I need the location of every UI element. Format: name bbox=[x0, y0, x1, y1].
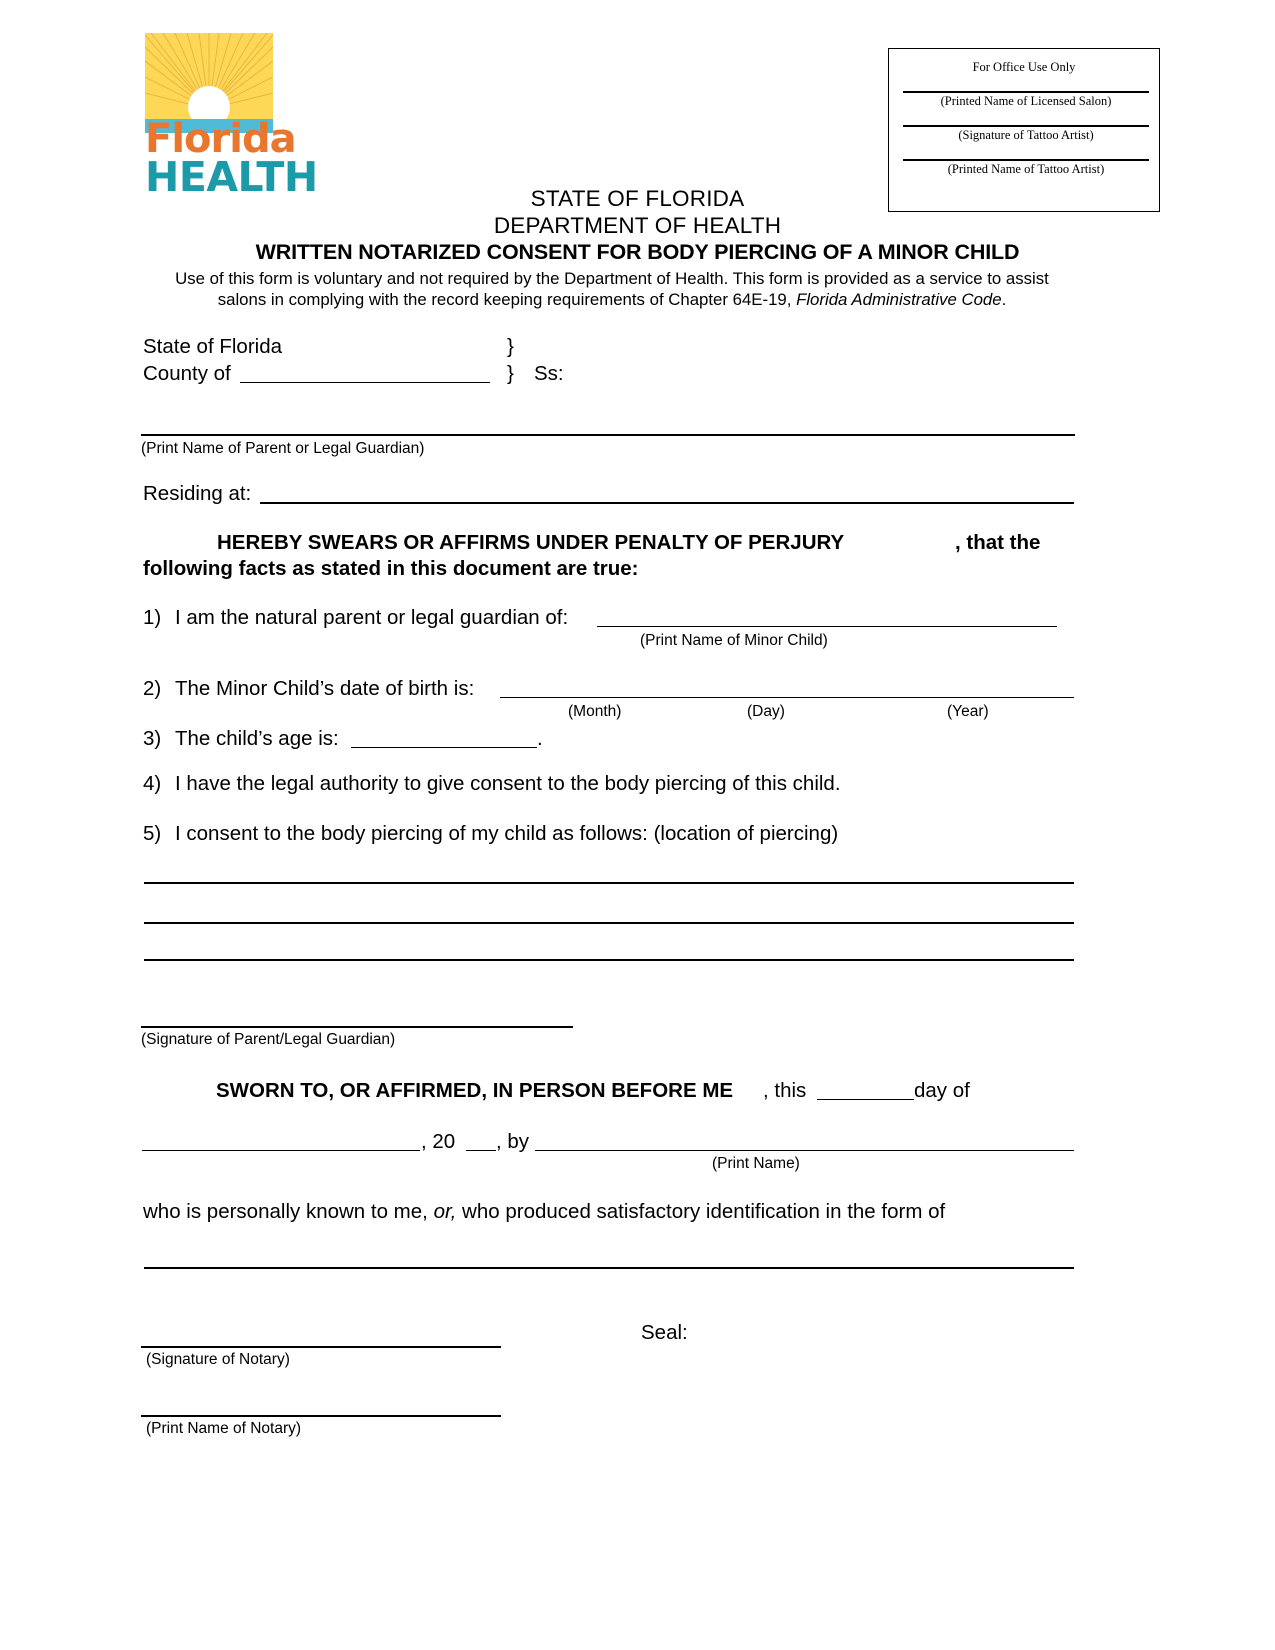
intro-text-part1: Use of this form is voluntary and not required by the Department of Health. This form is provided as a service to assist salons in complying with the record keeping requirements of Chapter 64E-19, bbox=[175, 269, 1049, 309]
state-of-florida-label: State of Florida bbox=[143, 335, 283, 358]
item-5-number: 5) bbox=[143, 822, 162, 845]
sworn-year-input-line[interactable] bbox=[466, 1150, 496, 1151]
page-title: WRITTEN NOTARIZED CONSENT FOR BODY PIERCING OF A MINOR CHILD bbox=[255, 240, 1020, 264]
parent-name-input-line[interactable] bbox=[141, 434, 1075, 436]
item-2-text: The Minor Child’s date of birth is: bbox=[175, 677, 475, 700]
sworn-day-of-label: day of bbox=[914, 1079, 970, 1102]
item-3-trailing-period: . bbox=[537, 727, 543, 750]
salon-name-caption: (Printed Name of Licensed Salon) bbox=[940, 94, 1112, 108]
venue-brace-top: } bbox=[507, 335, 514, 358]
logo-word-florida: Florida bbox=[145, 116, 296, 162]
notary-print-name-caption: (Print Name of Notary) bbox=[146, 1420, 302, 1437]
notary-signature-caption: (Signature of Notary) bbox=[146, 1351, 290, 1368]
sworn-by-label: , by bbox=[496, 1130, 530, 1153]
artist-name-line[interactable] bbox=[903, 159, 1149, 161]
identification-text bbox=[143, 1199, 945, 1225]
residing-at-label: Residing at: bbox=[143, 482, 252, 505]
notary-print-name-line[interactable] bbox=[141, 1415, 501, 1417]
county-of-label: County of bbox=[143, 362, 231, 385]
identification-text-b: who produced satisfactory identification in the form of bbox=[456, 1200, 946, 1223]
piercing-location-line-1[interactable] bbox=[144, 882, 1074, 884]
ss-label: Ss: bbox=[534, 362, 564, 385]
salon-name-line[interactable] bbox=[903, 91, 1149, 93]
item-1-text: I am the natural parent or legal guardian of: bbox=[175, 606, 569, 629]
item-2-caption-year: (Year) bbox=[947, 703, 989, 720]
item-2-input-line[interactable] bbox=[500, 697, 1074, 698]
item-4-number: 4) bbox=[143, 772, 162, 795]
artist-name-caption: (Printed Name of Tattoo Artist) bbox=[947, 162, 1105, 176]
intro-text-part2: . bbox=[1001, 290, 1007, 309]
notary-signature-line[interactable] bbox=[141, 1346, 501, 1348]
county-input-line[interactable] bbox=[240, 382, 490, 383]
item-3-input-line[interactable] bbox=[351, 747, 537, 748]
item-2-number: 2) bbox=[143, 677, 162, 700]
sworn-bold-text: SWORN TO, OR AFFIRMED, IN PERSON BEFORE ME bbox=[216, 1079, 734, 1102]
office-field-artist-name bbox=[889, 159, 1159, 177]
sunburst-svg bbox=[145, 33, 273, 119]
oath-line1-bold: HEREBY SWEARS OR AFFIRMS UNDER PENALTY OF PERJURY bbox=[217, 531, 845, 554]
item-3-text: The child’s age is: bbox=[175, 727, 339, 750]
parent-name-caption: (Print Name of Parent or Legal Guardian) bbox=[141, 440, 425, 457]
logo-word-health: HEALTH bbox=[145, 153, 318, 201]
artist-signature-caption: (Signature of Tattoo Artist) bbox=[958, 128, 1094, 142]
parent-signature-caption: (Signature of Parent/Legal Guardian) bbox=[141, 1031, 396, 1048]
parent-signature-line[interactable] bbox=[141, 1026, 573, 1028]
office-use-title: For Office Use Only bbox=[972, 60, 1076, 74]
item-1-input-line[interactable] bbox=[597, 626, 1057, 627]
florida-health-logo bbox=[145, 33, 318, 201]
sworn-this-label: , this bbox=[763, 1079, 807, 1102]
item-1-number: 1) bbox=[143, 606, 162, 629]
header-department: DEPARTMENT OF HEALTH bbox=[493, 213, 782, 238]
item-3-number: 3) bbox=[143, 727, 162, 750]
item-1-caption: (Print Name of Minor Child) bbox=[640, 632, 828, 649]
intro-paragraph bbox=[152, 268, 1072, 310]
identification-text-or: or, bbox=[433, 1200, 457, 1223]
item-2-caption-month: (Month) bbox=[568, 703, 622, 720]
intro-text-italic: Florida Administrative Code bbox=[796, 290, 1002, 309]
seal-label: Seal: bbox=[641, 1321, 688, 1344]
sworn-day-input-line[interactable] bbox=[817, 1099, 914, 1100]
office-field-salon bbox=[889, 91, 1159, 109]
item-4-text: I have the legal authority to give consent to the body piercing of this child. bbox=[175, 772, 841, 795]
sworn-print-name-input-line[interactable] bbox=[535, 1150, 1074, 1151]
identification-text-a: who is personally known to me, bbox=[143, 1200, 434, 1223]
identification-input-line[interactable] bbox=[144, 1267, 1074, 1269]
item-2-caption-day: (Day) bbox=[747, 703, 785, 720]
item-5-text: I consent to the body piercing of my child as follows: (location of piercing) bbox=[175, 822, 839, 845]
sworn-print-name-caption: (Print Name) bbox=[712, 1155, 800, 1172]
sworn-year-prefix: , 20 bbox=[421, 1130, 456, 1153]
office-field-artist-signature bbox=[889, 125, 1159, 143]
artist-signature-line[interactable] bbox=[903, 125, 1149, 127]
piercing-location-line-3[interactable] bbox=[144, 959, 1074, 961]
residing-at-input-line[interactable] bbox=[260, 502, 1074, 504]
venue-brace-bottom: } bbox=[507, 362, 514, 385]
piercing-location-line-2[interactable] bbox=[144, 922, 1074, 924]
oath-line2: following facts as stated in this document are true: bbox=[143, 557, 639, 580]
oath-line1-rest: , that the bbox=[955, 531, 1041, 554]
sunburst-graphic bbox=[145, 33, 273, 119]
sworn-month-input-line[interactable] bbox=[142, 1150, 420, 1151]
header-state: STATE OF FLORIDA bbox=[530, 186, 745, 211]
